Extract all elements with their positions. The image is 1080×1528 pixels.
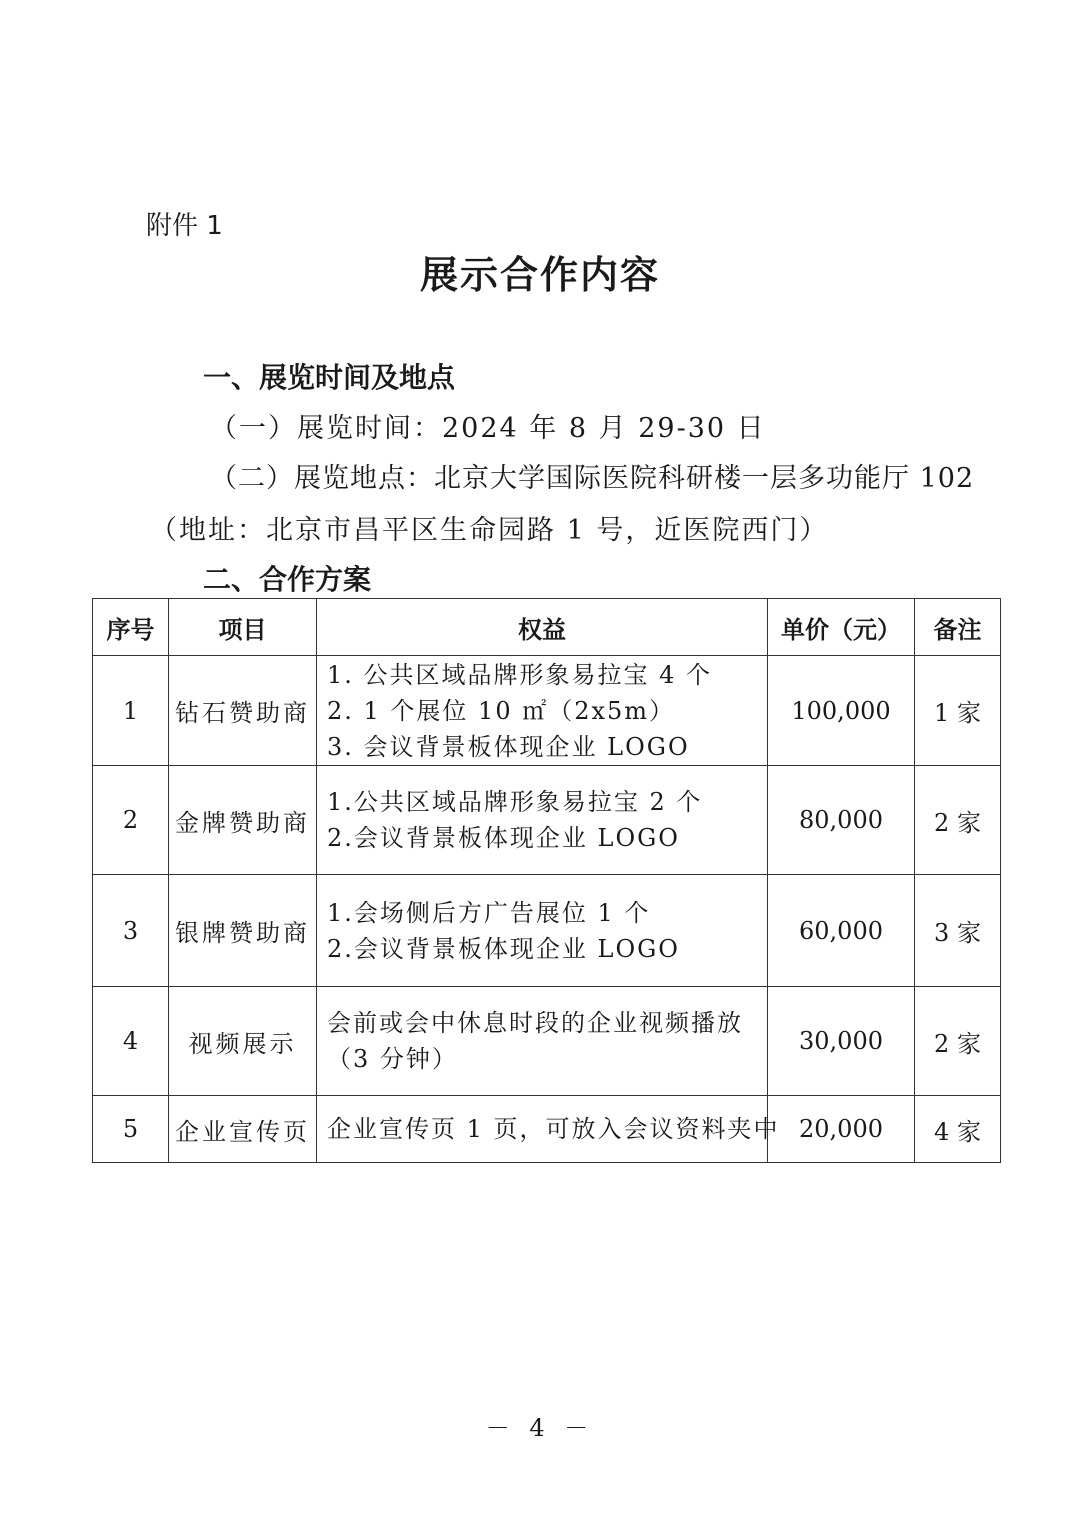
section-heading-exhibition: 一、展览时间及地点 (203, 361, 456, 394)
row-item: 视频展示 (169, 987, 317, 1096)
benefit-line: （3 分钟） (327, 1045, 458, 1073)
row-benefits (317, 987, 768, 1096)
row-note: 1 家 (915, 656, 1001, 766)
row-price: 60,000 (768, 875, 915, 987)
benefit-line: 会前或会中休息时段的企业视频播放 (327, 1009, 743, 1037)
table-row (93, 766, 1001, 875)
exhibition-address: （地址：北京市昌平区生命园路 1 号，近医院西门） (150, 515, 829, 546)
benefit-line: 1.会场侧后方广告展位 1 个 (327, 898, 651, 927)
header-price: 单价（元） (768, 599, 915, 656)
benefit-line: 2.会议背景板体现企业 LOGO (327, 934, 680, 963)
row-benefits (317, 875, 768, 987)
table-row (93, 987, 1001, 1096)
benefit-line: 企业宣传页 1 页，可放入会议资料夹中 (327, 1115, 780, 1143)
row-note: 3 家 (915, 875, 1001, 987)
table-row (93, 875, 1001, 987)
header-benefits: 权益 (317, 599, 768, 656)
row-price: 80,000 (768, 766, 915, 875)
section-heading-cooperation: 二、合作方案 (203, 563, 372, 596)
page-number: － 4 － (485, 1414, 595, 1442)
row-no: 2 (93, 766, 169, 875)
page-title: 展示合作内容 (419, 253, 660, 297)
row-no: 1 (93, 656, 169, 766)
row-price: 100,000 (768, 656, 915, 766)
exhibition-place: （二）展览地点：北京大学国际医院科研楼一层多功能厅 102 (210, 463, 975, 494)
row-benefits (317, 1096, 780, 1163)
row-note: 4 家 (915, 1096, 1001, 1163)
header-no: 序号 (93, 599, 169, 656)
row-no: 4 (93, 987, 169, 1096)
row-item: 企业宣传页 (169, 1096, 317, 1163)
cooperation-table (92, 598, 1001, 1163)
row-benefits (317, 656, 768, 766)
benefit-line: 3. 会议背景板体现企业 LOGO (327, 732, 690, 761)
row-no: 3 (93, 875, 169, 987)
attachment-label: 附件 1 (146, 211, 223, 241)
header-note: 备注 (915, 599, 1001, 656)
row-item: 银牌赞助商 (169, 875, 317, 987)
row-item: 钻石赞助商 (169, 656, 317, 766)
benefit-line: 1.公共区域品牌形象易拉宝 2 个 (327, 788, 703, 816)
row-item: 金牌赞助商 (169, 766, 317, 875)
table-row (93, 1096, 1001, 1163)
row-benefits (317, 766, 768, 875)
benefit-line: 1. 公共区域品牌形象易拉宝 4 个 (327, 660, 713, 689)
table-header-row (93, 599, 1001, 656)
exhibition-time: （一）展览时间：2024 年 8 月 29-30 日 (210, 413, 766, 444)
row-price: 30,000 (768, 987, 915, 1096)
header-item: 项目 (169, 599, 317, 656)
row-note: 2 家 (915, 766, 1001, 875)
benefit-line: 2. 1 个展位 10 ㎡（2x5m） (327, 696, 676, 725)
table-row (93, 656, 1001, 766)
row-note: 2 家 (915, 987, 1001, 1096)
row-price: 20,000 (768, 1096, 915, 1163)
benefit-line: 2.会议背景板体现企业 LOGO (327, 824, 680, 852)
row-no: 5 (93, 1096, 169, 1163)
